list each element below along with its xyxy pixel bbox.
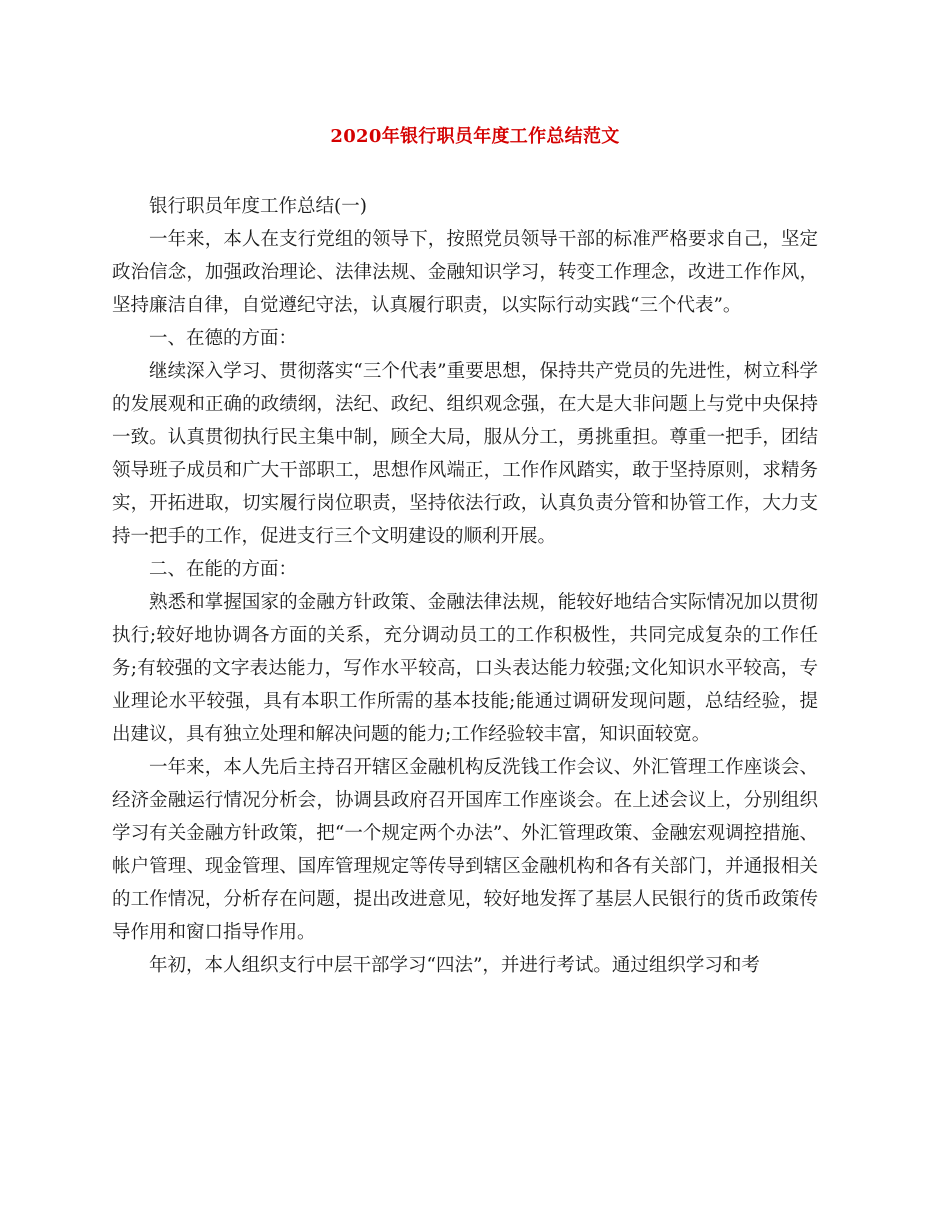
section-heading: 一、在德的方面：	[149, 328, 298, 349]
body-paragraph: 一年来，本人先后主持召开辖区金融机构反洗钱工作会议、外汇管理工作座谈会、经济金融运行情况分析会，协调县政府召开国库工作座谈会。在上述会议上，分别组织学习有关金融方针政策，把“一个规定两个办法”、外汇管理政策、金融宏观调控措施、帐户管理、现金管理、国库管理规定等传导到辖区金融机构和各有关部门，并通报相关的工作情况，分析存在问题，提出改进意见，较好地发挥了基层人民银行的货币政策传导作用和窗口指导作用。	[112, 757, 818, 943]
body-paragraph: 熟悉和掌握国家的金融方针政策、金融法律法规，能较好地结合实际情况加以贯彻执行;较好地协调各方面的关系，充分调动员工的工作积极性，共同完成复杂的工作任务;有较强的文字表达能力，写作水平较高，口头表达能力较强;文化知识水平较高，专业理论水平较强，具有本职工作所需的基本技能;能通过调研发现问题，总结经验，提出建议，具有独立处理和解决问题的能力;工作经验较丰富，知识面较宽。	[112, 592, 818, 745]
body-paragraph: 年初，本人组织支行中层干部学习“四法”，并进行考试。通过组织学习和考	[149, 955, 760, 976]
body-paragraph: 继续深入学习、贯彻落实“三个代表”重要思想，保持共产党员的先进性，树立科学的发展观和正确的政绩纲，法纪、政纪、组织观念强，在大是大非问题上与党中央保持一致。认真贯彻执行民主集中制，顾全大局，服从分工，勇挑重担。尊重一把手，团结领导班子成员和广大干部职工，思想作风端正，工作作风踏实，敢于坚持原则，求精务实，开拓进取，切实履行岗位职责，坚持依法行政，认真负责分管和协管工作，大力支持一把手的工作，促进支行三个文明建设的顺利开展。	[112, 361, 818, 547]
document-body	[112, 190, 818, 982]
section-heading: 二、在能的方面：	[149, 559, 298, 580]
document-title: 2020年银行职员年度工作总结范文	[330, 126, 620, 147]
body-paragraph: 一年来，本人在支行党组的领导下，按照党员领导干部的标准严格要求自己，坚定政治信念，加强政治理论、法律法规、金融知识学习，转变工作理念，改进工作作风，坚持廉洁自律，自觉遵纪守法，认真履行职责，以实际行动实践“三个代表”。	[112, 229, 818, 316]
section-heading: 银行职员年度工作总结(一)	[149, 196, 367, 217]
